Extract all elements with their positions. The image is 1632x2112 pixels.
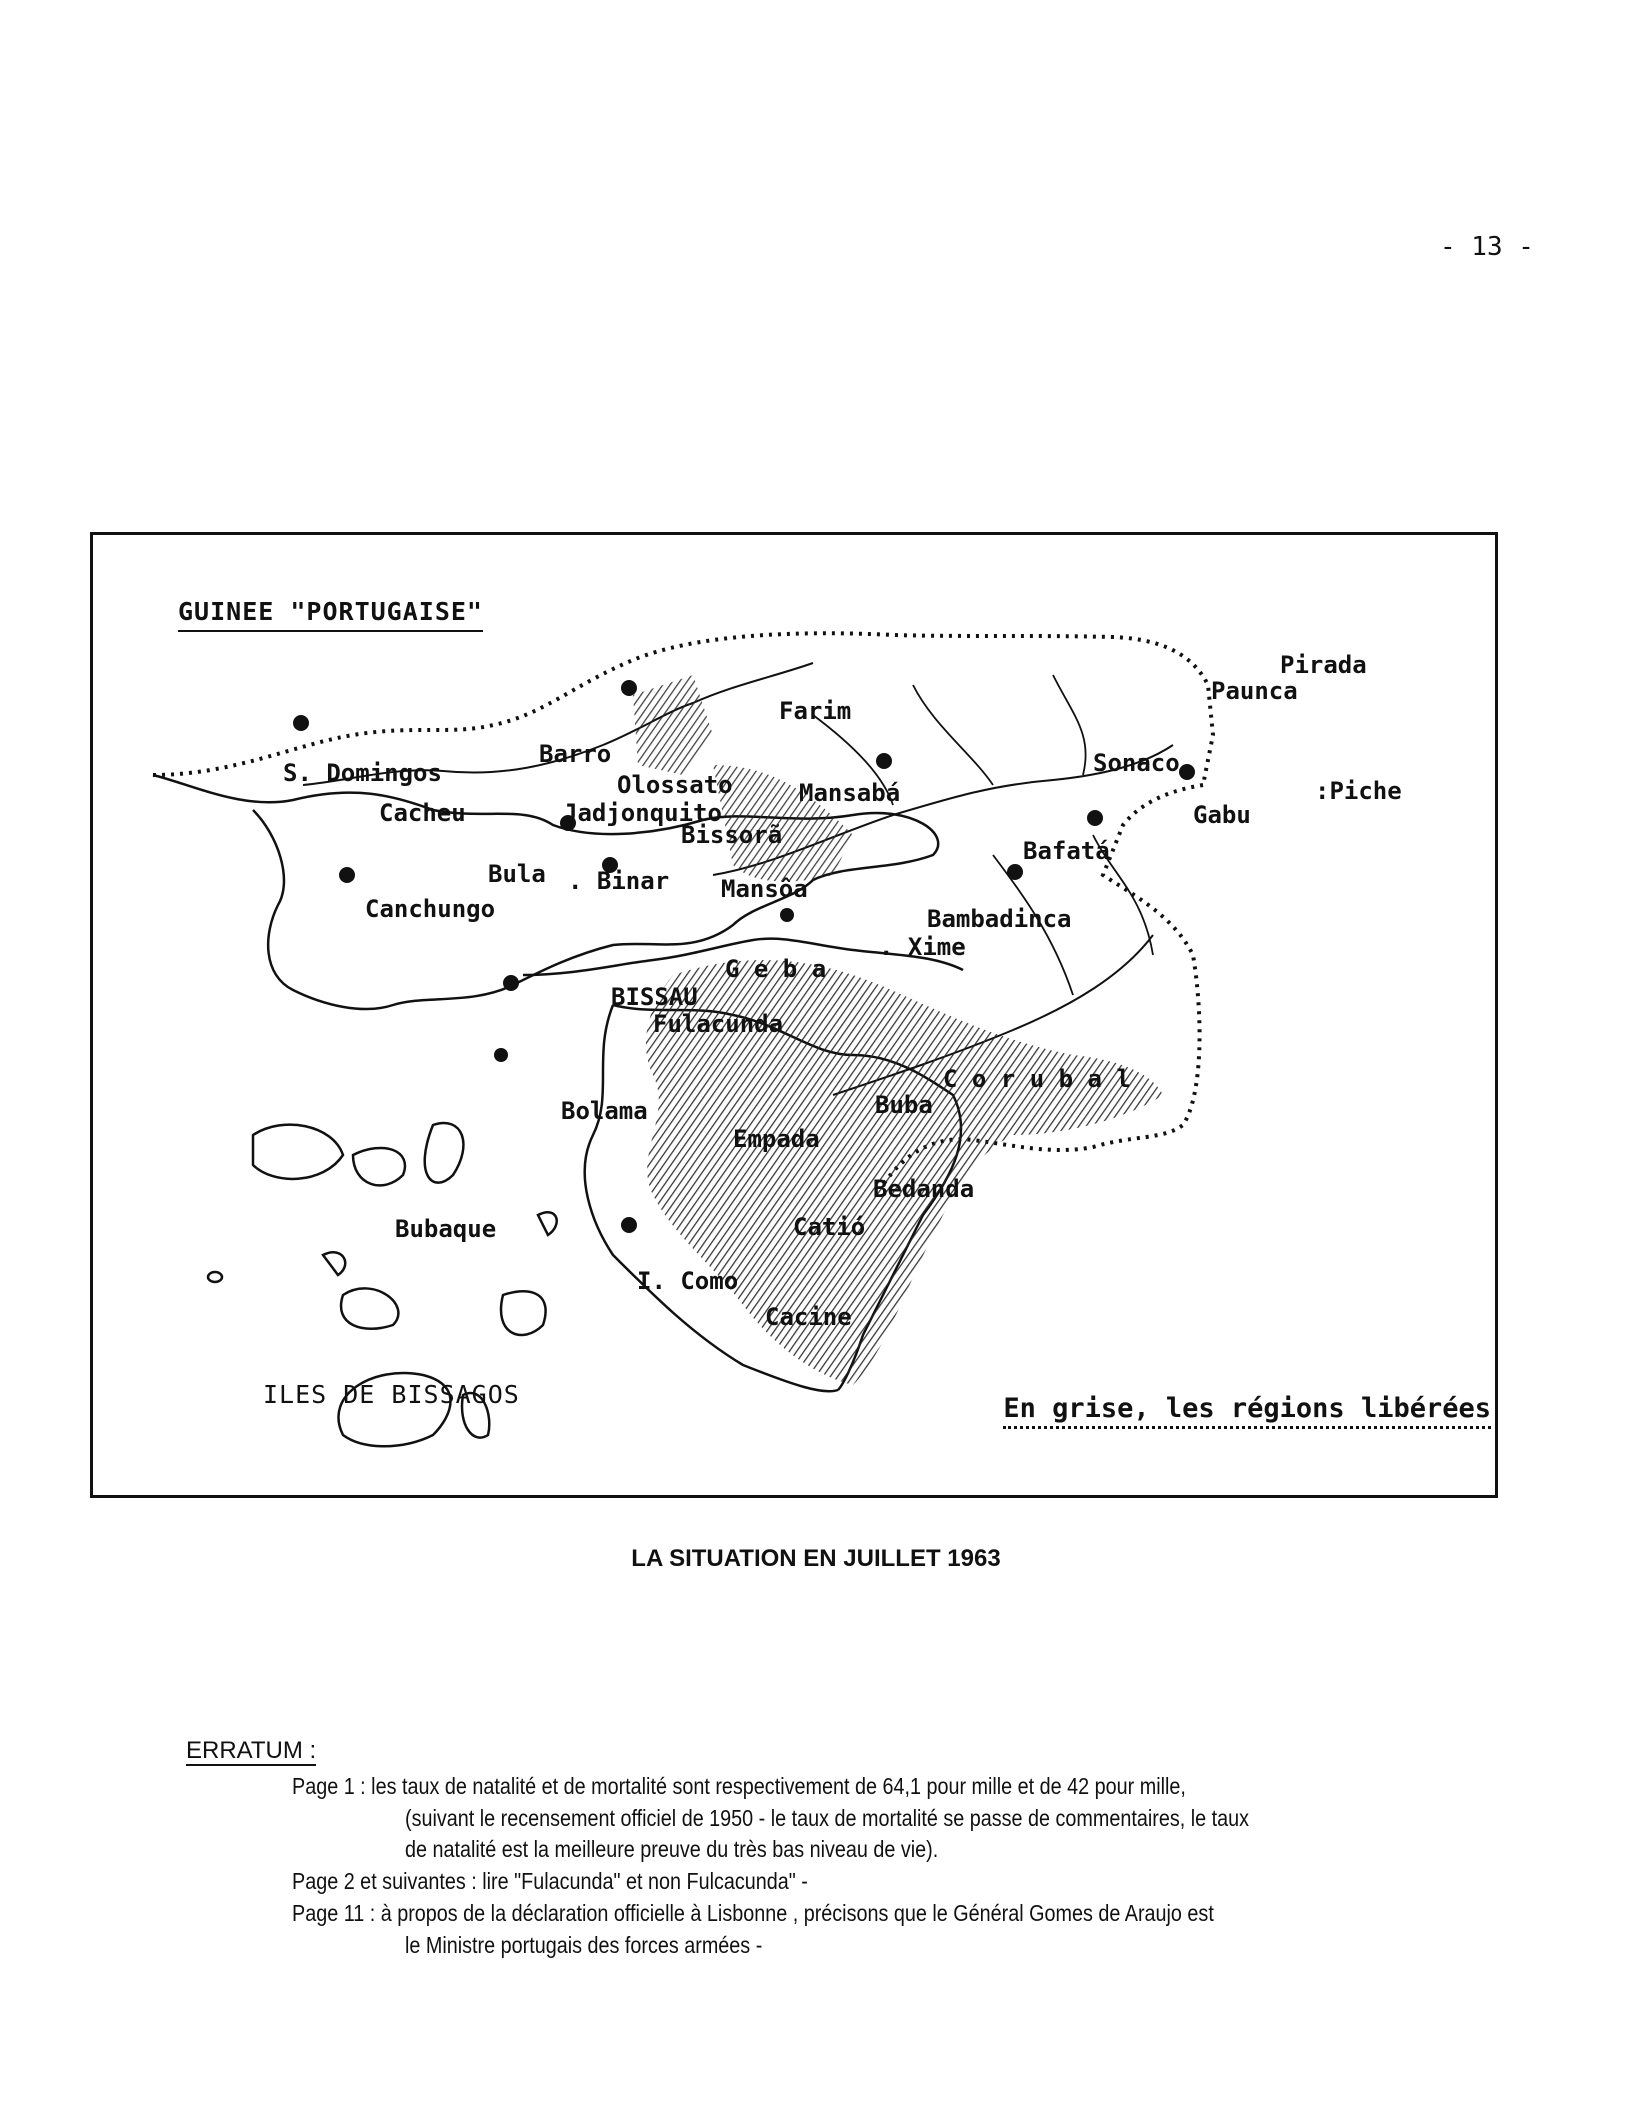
erratum-heading: ERRATUM : (186, 1737, 317, 1764)
place-label: Buba (875, 1091, 933, 1119)
place-label: Empada (733, 1125, 820, 1153)
place-label: . Xime (879, 933, 966, 961)
place-label: Olossato (617, 771, 733, 799)
place-label: Canchungo (365, 895, 496, 923)
place-label: Jadjonquito (563, 799, 722, 827)
erratum-line: le Ministre portugais des forces armées - (405, 1932, 763, 1958)
place-label: Bafatá (1023, 837, 1110, 865)
place-label: S. Domingos (283, 759, 442, 787)
islands-note: ILES DE BISSAGOS (263, 1380, 520, 1409)
place-label: Bissorã (681, 821, 783, 849)
erratum-line: Page 2 et suivantes : lire "Fulacunda" et non Fulcacunda" - (292, 1868, 808, 1894)
erratum-line: (suivant le recensement officiel de 1950 - le taux de mortalité se passe de commentaires, le taux (405, 1805, 1250, 1831)
erratum-line: Page 11 : à propos de la déclaration officielle à Lisbonne , précisons que le Général Gomes de Araujo est (292, 1900, 1214, 1926)
place-label: Mansôa (721, 875, 808, 903)
place-label: . Binar (568, 867, 670, 895)
place-label: Bubaque (395, 1215, 497, 1243)
figure-caption: LA SITUATION EN JUILLET 1963 (631, 1545, 1001, 1572)
place-label: G e b a (725, 955, 827, 983)
map-legend: En grise, les régions libérées (1003, 1393, 1491, 1429)
erratum-line: de natalité est la meilleure preuve du très bas niveau de vie). (405, 1836, 939, 1862)
place-label: Paunca (1211, 677, 1298, 705)
place-label: Gabu (1193, 801, 1251, 829)
place-label: Cacheu (379, 799, 466, 827)
place-label: :Piche (1315, 777, 1402, 805)
liberated-farim (633, 675, 713, 775)
place-label: I. Como (637, 1267, 739, 1295)
place-label: Bolama (561, 1097, 648, 1125)
map-frame (90, 532, 1498, 1498)
place-label: Mansabá (799, 779, 901, 807)
place-label: Bula (488, 860, 546, 888)
place-label: Bedanda (873, 1175, 975, 1203)
place-label: Bambadinca (927, 905, 1072, 933)
map-title: GUINEE "PORTUGAISE" (178, 597, 483, 632)
erratum-line: Page 1 : les taux de natalité et de mortalité sont respectivement de 64,1 pour mille et de 42 pour mille, (292, 1773, 1186, 1799)
place-label: Catió (793, 1213, 866, 1241)
place-label: Cacine (765, 1303, 852, 1331)
place-label: Pirada (1280, 651, 1367, 679)
place-label: Barro (539, 740, 612, 768)
place-label: BISSAU (611, 983, 698, 1011)
place-label: Fulacunda (653, 1010, 784, 1038)
place-label: C o r u b a l (943, 1065, 1131, 1093)
page-number: - 13 - (1440, 232, 1534, 262)
place-label: Sonaco (1093, 749, 1180, 777)
place-label: Farim (779, 697, 852, 725)
